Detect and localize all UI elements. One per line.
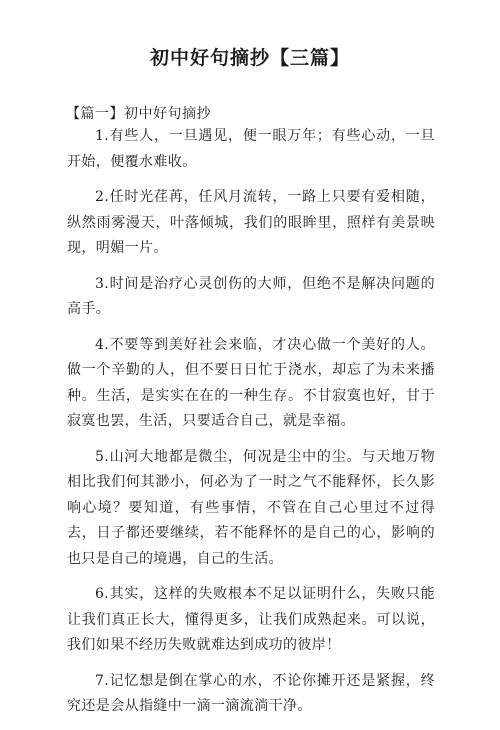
paragraph-2: 2.任时光荏苒，任风月流转，一路上只要有爱相随，纵然雨雾漫天，叶落倾城，我们的眼眸里，照样有美景映现，明媚一片。: [67, 189, 435, 256]
paragraph-1: 1.有些人，一旦遇见，便一眼万年；有些心动，一旦开始，便覆水难收。: [67, 128, 435, 170]
paragraph-4: 4.不要等到美好社会来临，才决心做一个美好的人。做一个辛勤的人，但不要日日忙于浇水，却忘了为未来播种。生活，是实实在在的一种生存。不甘寂寞也好，甘于寂寞也罢，生活，只要适合自己，就是幸福。: [67, 336, 435, 429]
paragraph-list: [67, 124, 435, 730]
paragraph-5: 5.山河大地都是微尘，何况是尘中的尘。与天地万物相比我们何其渺小，何必为了一时之气不能释怀，长久影响心境？要知道，有些事情，不管在自己心里过不过得去，日子都还要继续，若不能释怀的是自己的心，影响的也只是自己的境遇，自己的生活。: [67, 448, 435, 567]
section-heading: 【篇一】初中好句摘抄: [66, 106, 211, 122]
paragraph-7: 7.记忆想是倒在掌心的水，不论你摊开还是紧握，终究还是会从指缝中一滴一滴流淌干净。: [67, 672, 435, 714]
paragraph-6: 6.其实，这样的失败根本不足以证明什么，失败只能让我们真正长大，懂得更多，让我们成熟起来。可以说，我们如果不经历失败就难达到成功的彼岸！: [67, 586, 435, 653]
document-title: 初中好句摘抄【三篇】: [149, 47, 350, 69]
paragraph-3: 3.时间是治疗心灵创伤的大师，但绝不是解决问题的高手。: [67, 275, 435, 317]
